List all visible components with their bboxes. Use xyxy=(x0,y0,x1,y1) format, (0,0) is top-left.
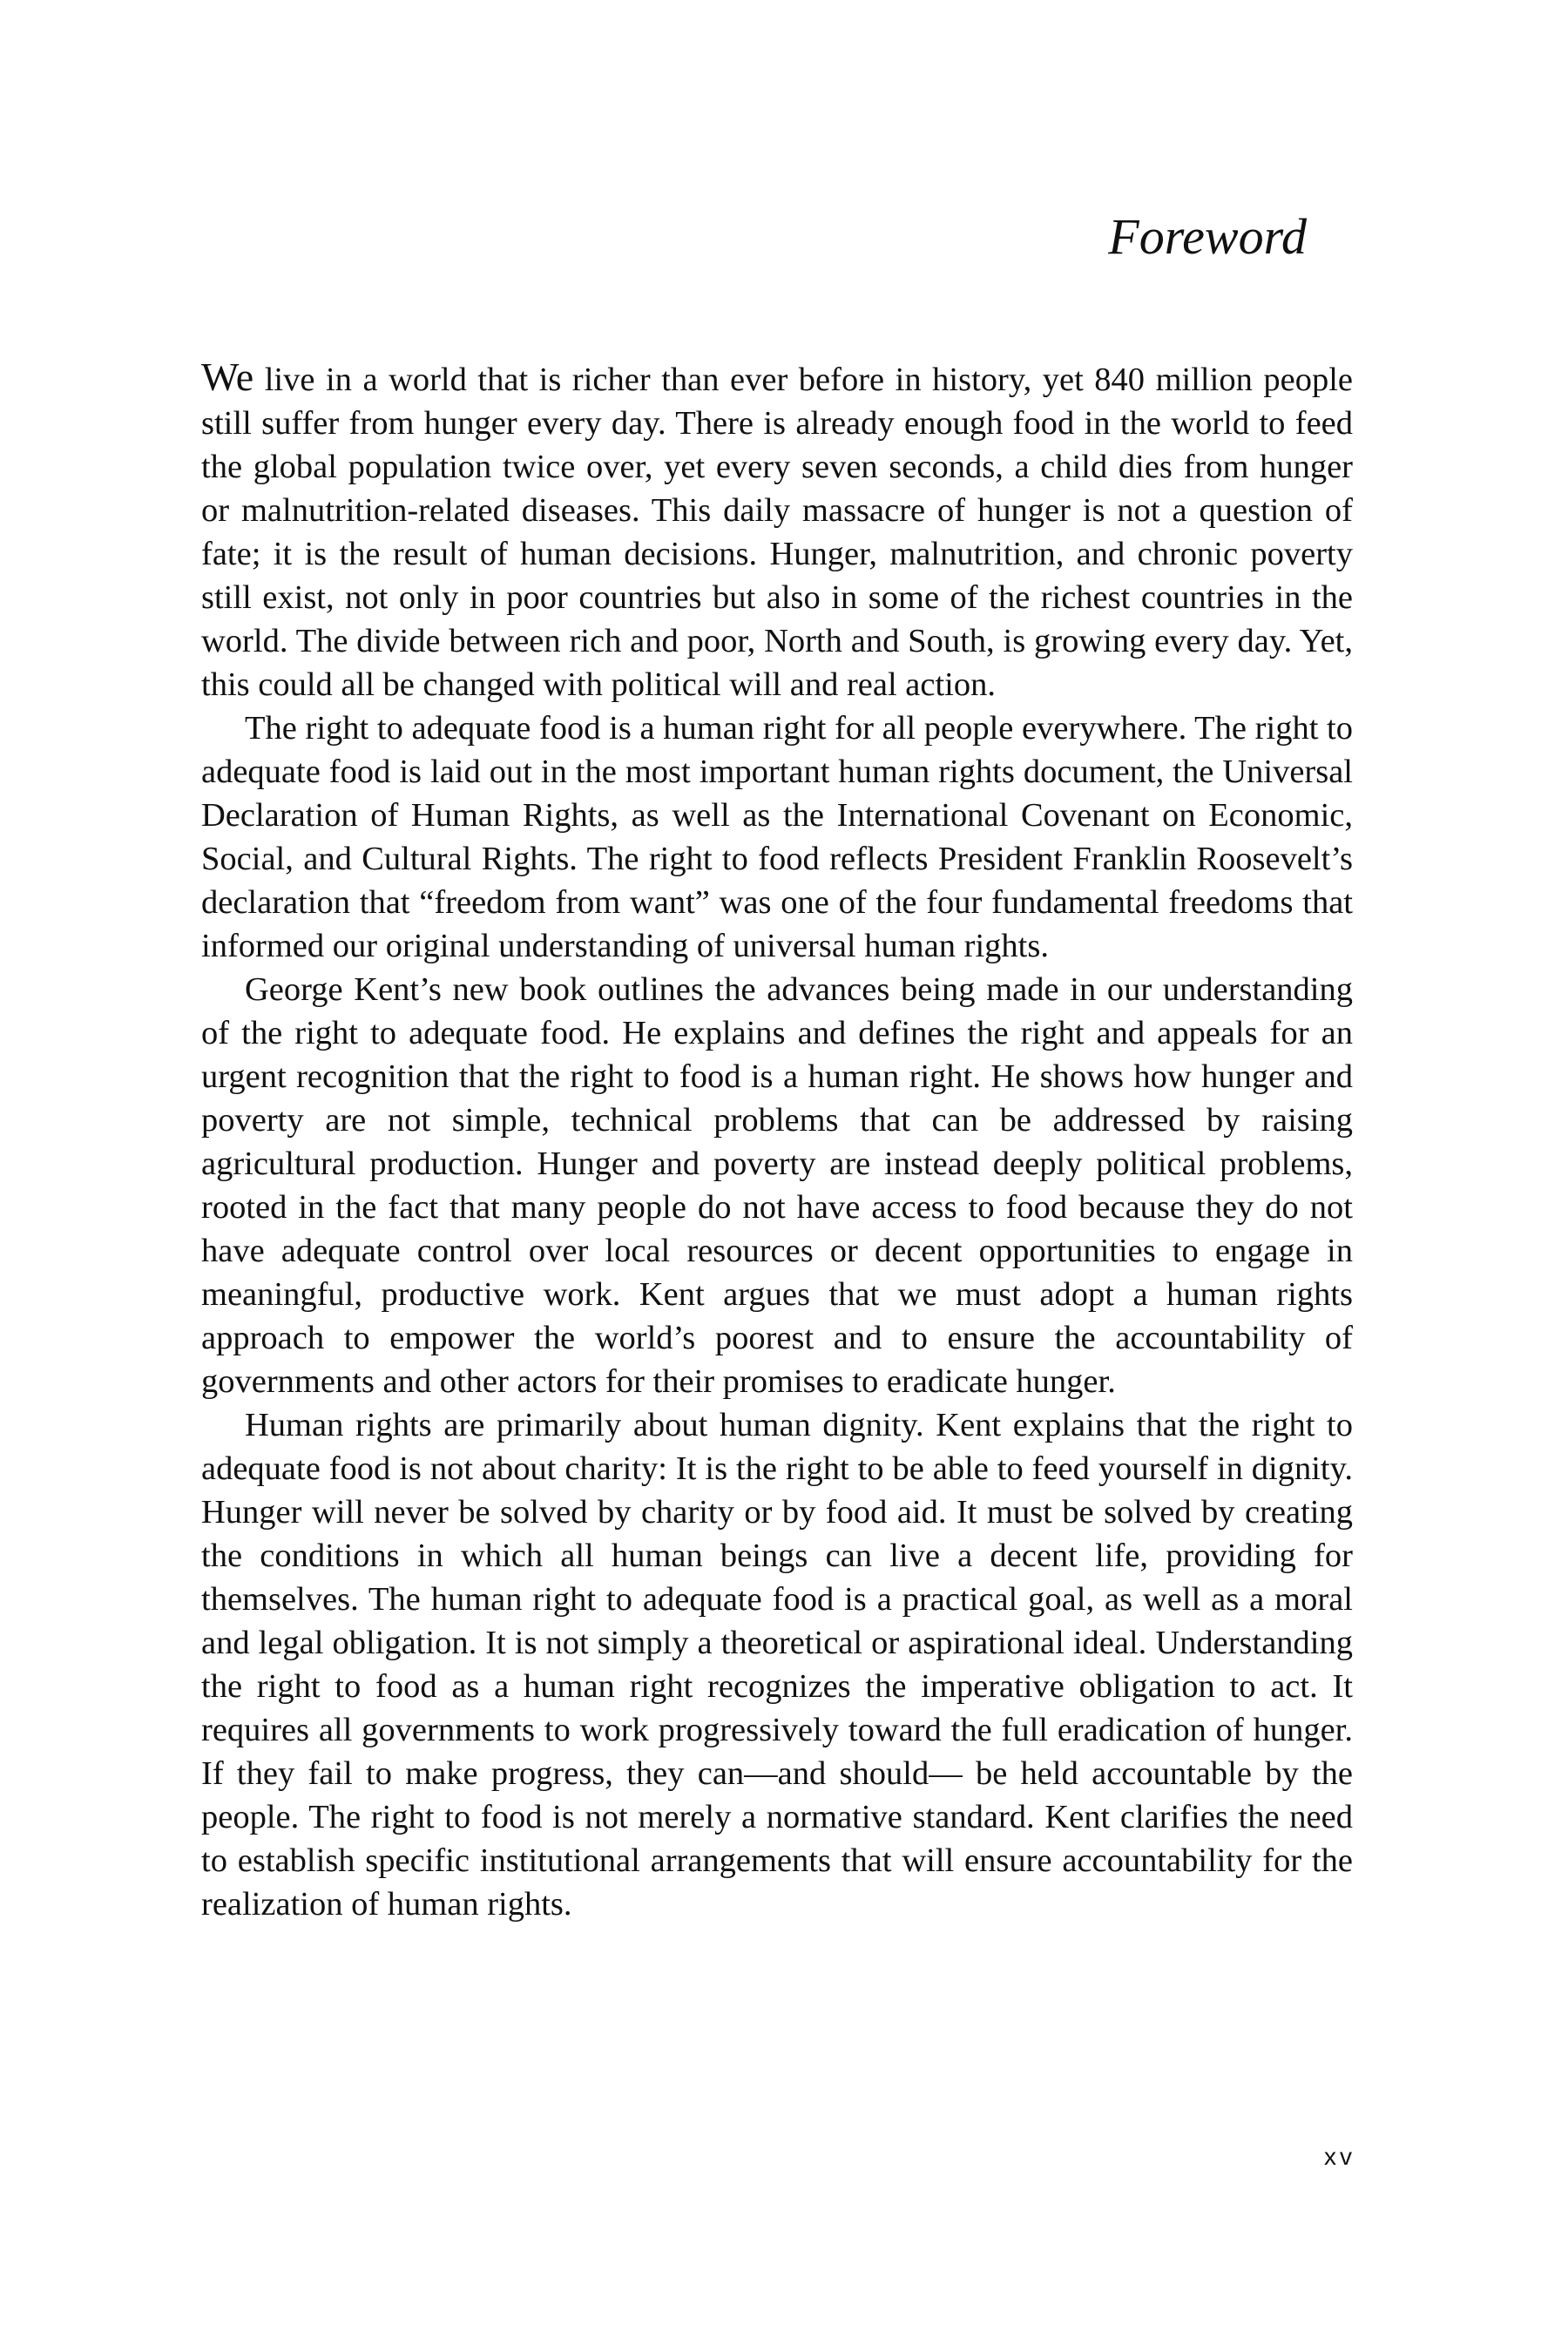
paragraph-4: Human rights are primarily about human dignity. Kent explains that the right to adequate food is not about charity: It is the right to be able to feed yourself in dignity. Hunger will never be solved by charity or by food aid. It must be solved by creating the conditions in which all human beings can live a decent life, providing for themselves. The human right to adequate food is a practical goal, as well as a moral and legal obligation. It is not simply a theoretical or aspirational ideal. Understanding the right to food as a human right recognizes the imperative obligation to act. It requires all governments to work progressively toward the full eradication of hunger. If they fail to make progress, they can—and should— be held accountable by the people. The right to food is not merely a normative standard. Kent clarifies the need to establish specific institutional arrangements that will ensure accountability for the realization of human rights. xyxy=(201,1407,1353,1923)
paragraph-1 xyxy=(201,355,1353,706)
chapter-title: Foreword xyxy=(1108,208,1307,265)
paragraph-2: The right to adequate food is a human right for all people everywhere. The right to adequate food is laid out in the most important human rights document, the Universal Declaration of Human Rights, as well as the International Covenant on Economic, Social, and Cultural Rights. The right to food reflects President Franklin Roosevelt’s declaration that “freedom from want” was one of the four fundamental freedoms that informed our original understanding of universal human rights. xyxy=(201,710,1353,964)
body-text xyxy=(201,355,1353,1926)
paragraph-1-text: live in a world that is richer than ever before in history, yet 840 million people still suffer from hunger every day. There is already enough food in the world to feed the global population twice over, yet every seven seconds, a child dies from hunger or malnutrition-related diseases. This daily massacre of hunger is not a question of fate; it is the result of human decisions. Hunger, malnutrition, and chronic poverty still exist, not only in poor countries but also in some of the richest countries in the world. The divide between rich and poor, North and South, is growing every day. Yet, this could all be changed with political will and real action. xyxy=(201,362,1353,703)
paragraph-1-opening-letters: We xyxy=(201,355,254,399)
paragraph-3: George Kent’s new book outlines the advances being made in our understanding of the right to adequate food. He explains and defines the right and appeals for an urgent recognition that the right to food is a human right. He shows how hunger and poverty are not simple, technical problems that can be addressed by raising agricultural production. Hunger and poverty are instead deeply political problems, rooted in the fact that many people do not have access to food because they do not have adequate control over local resources or decent opportunities to engage in meaningful, productive work. Kent argues that we must adopt a human rights approach to empower the world’s poorest and to ensure the accountability of governments and other actors for their promises to eradicate hunger. xyxy=(201,971,1353,1400)
page-number: xv xyxy=(1324,2143,1355,2170)
